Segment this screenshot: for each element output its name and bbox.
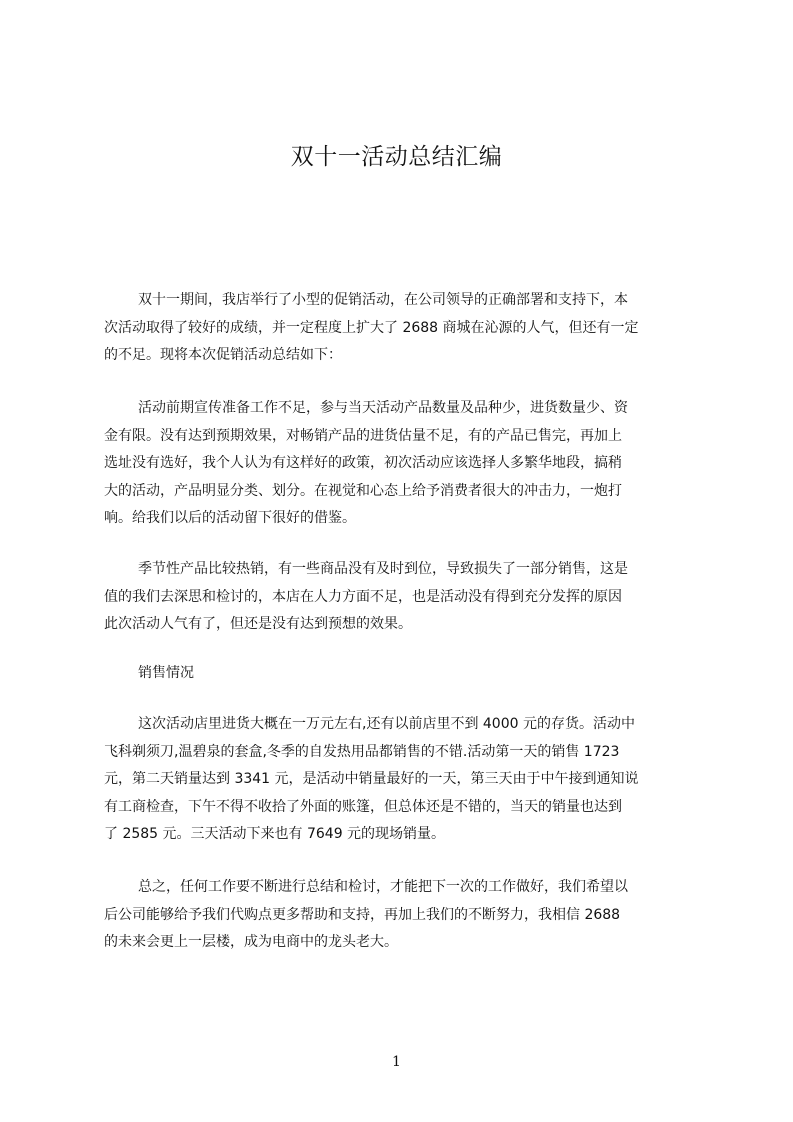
text-line: 这次活动店里进货大概在一万元左右,还有以前店里不到 4000 元的存货。活动中 [138,716,635,732]
page-number: 1 [392,1054,401,1070]
text-line: 的不足。现将本次促销活动总结如下： [104,347,342,363]
text-line: 活动前期宣传准备工作不足，参与当天活动产品数量及品种少，进货数量少、资 [138,400,628,416]
section-heading: 销售情况 [138,665,194,681]
text-line: 元，第二天销量达到 3341 元，是活动中销量最好的一天，第三天由于中午接到通知说 [104,771,639,787]
text-line: 大的活动，产品明显分类、划分。在视觉和心态上给予消费者很大的冲击力，一炮打 [104,482,622,499]
document-title: 双十一活动总结汇编 [290,144,503,170]
text-line: 有工商检查，下午不得不收拾了外面的账篷，但总体还是不错的，当天的销量也达到 [104,798,622,815]
text-line: 选址没有选好，我个人认为有这样好的政策，初次活动应该选择人多繁华地段，搞稍 [104,455,622,471]
text-line: 双十一期间，我店举行了小型的促销活动，在公司领导的正确部署和支持下，本 [138,292,628,308]
paragraph-seasonal [104,556,696,639]
text-line: 总之，任何工作要不断进行总结和检讨，才能把下一次的工作做好，我们希望以 [138,879,628,895]
text-line: 飞科剃须刀,温碧泉的套盒,冬季的自发热用品都销售的不错.活动第一天的销售 1723 [104,743,620,760]
paragraph-conclusion [104,874,696,957]
text-line: 的未来会更上一层楼，成为电商中的龙头老大。 [104,934,398,950]
paragraph-preparation [104,395,696,533]
text-line: 季节性产品比较热销，有一些商品没有及时到位，导致损失了一部分销售，这是 [138,561,628,577]
text-line: 响。给我们以后的活动留下很好的借鉴。 [104,510,356,526]
text-line: 金有限。没有达到预期效果，对畅销产品的进货估量不足，有的产品已售完，再加上 [104,427,622,444]
text-line: 了 2585 元。三天活动下来也有 7649 元的现场销量。 [104,826,446,842]
text-line: 此次活动人气有了，但还是没有达到预想的效果。 [104,616,412,632]
paragraph-intro [104,287,696,370]
text-line: 次活动取得了较好的成绩，并一定程度上扩大了 2688 商城在沁源的人气，但还有一定 [104,319,639,336]
text-line: 值的我们去深思和检讨的，本店在人力方面不足，也是活动没有得到充分发挥的原因 [104,588,622,605]
paragraph-sales [104,711,696,849]
text-line: 后公司能够给予我们代购点更多帮助和支持，再加上我们的不断努力，我相信 2688 [104,906,621,923]
